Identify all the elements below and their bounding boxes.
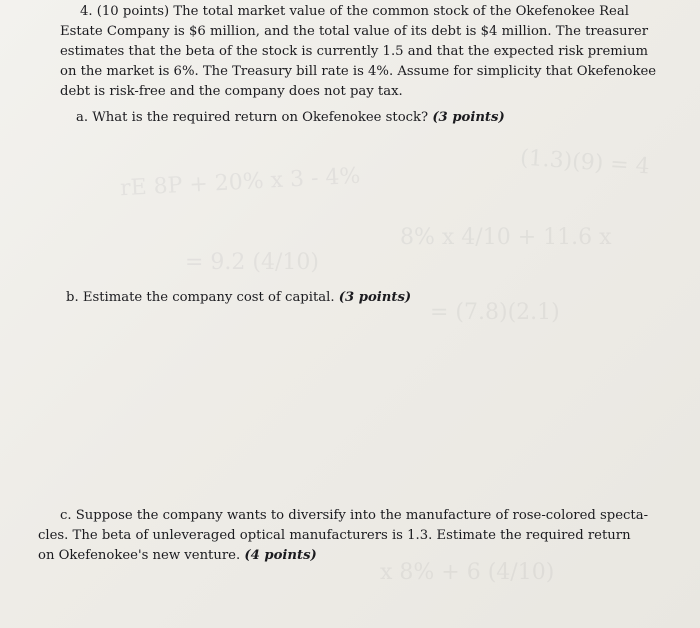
- question-a-points: (3 points): [432, 110, 505, 125]
- bleed-through-mark: x 8% + 6 (4/10): [380, 560, 555, 585]
- question-a: [76, 108, 505, 128]
- question-c-points: (4 points): [244, 548, 317, 563]
- intro-line: on the market is 6%. The Treasury bill rate is 4%. Assume for simplicity that Okefenokee: [60, 64, 657, 79]
- bleed-through-mark: (1.3)(9) = 4: [519, 145, 651, 180]
- question-a-text: a. What is the required return on Okefenokee stock?: [76, 110, 429, 125]
- bleed-through-mark: 8% x 4/10 + 11.6 x: [400, 225, 612, 250]
- question-c-line: on Okefenokee's new venture.: [38, 548, 241, 563]
- bleed-through-mark: = 9.2 (4/10): [185, 250, 319, 275]
- intro-line: Estate Company is $6 million, and the total value of its debt is $4 million. The treasurer: [60, 24, 649, 39]
- problem-intro: [60, 2, 660, 102]
- bleed-through-mark: rE 8P + 20% x 3 - 4%: [119, 163, 361, 202]
- bleed-through-mark: = (7.8)(2.1): [430, 300, 560, 325]
- question-b: [66, 288, 411, 308]
- intro-line: estimates that the beta of the stock is currently 1.5 and that the expected risk premium: [60, 44, 648, 59]
- intro-line: 4. (10 points) The total market value of the common stock of the Okefenokee Real: [80, 4, 629, 19]
- question-c-line: cles. The beta of unleveraged optical manufacturers is 1.3. Estimate the required return: [38, 528, 631, 543]
- question-c-line: c. Suppose the company wants to diversify into the manufacture of rose-colored specta-: [60, 508, 649, 523]
- question-b-text: b. Estimate the company cost of capital.: [66, 290, 335, 305]
- intro-line: debt is risk-free and the company does not pay tax.: [60, 84, 403, 99]
- question-b-points: (3 points): [338, 290, 412, 305]
- question-c: [38, 506, 678, 566]
